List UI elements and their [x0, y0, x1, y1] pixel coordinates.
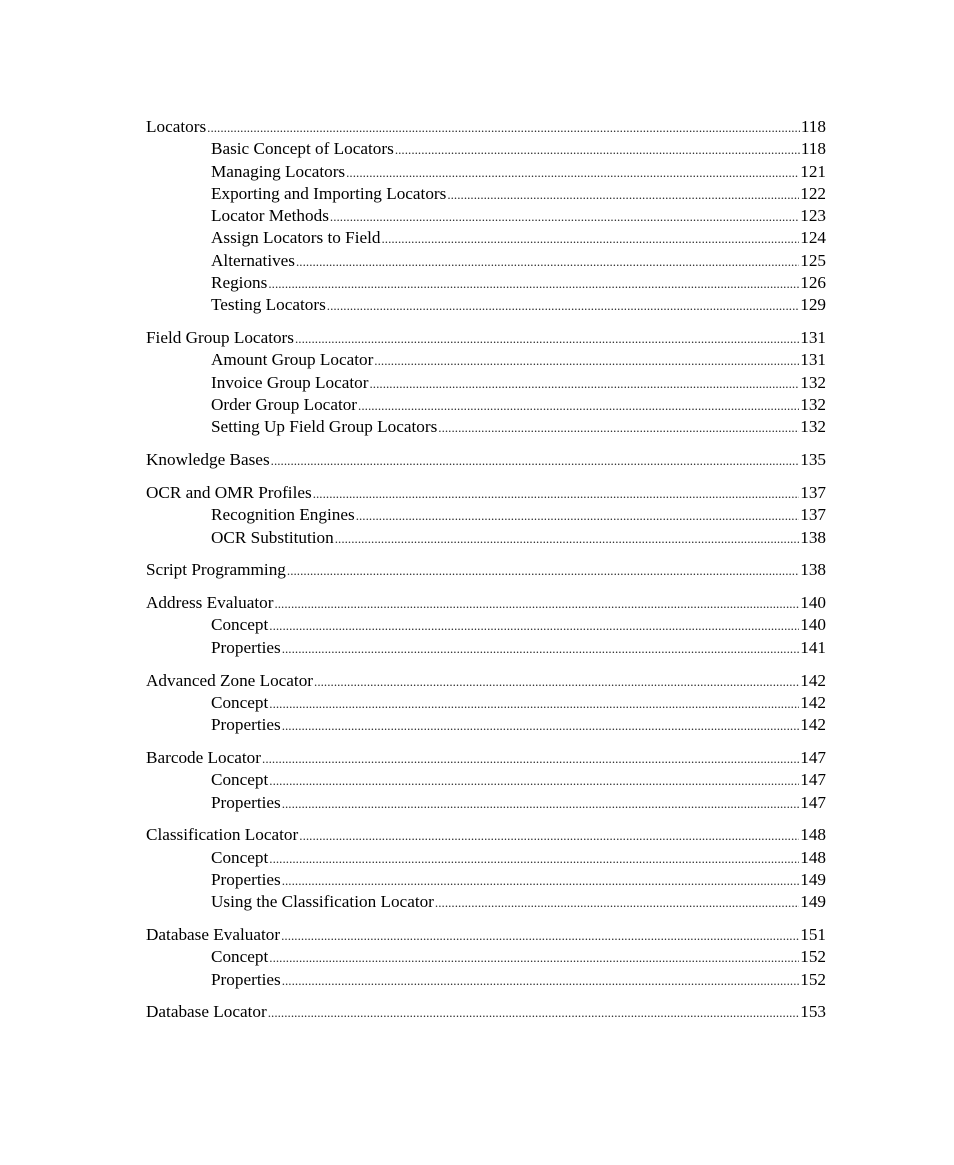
toc-subentry-concept[interactable]	[146, 692, 826, 714]
dot-leader	[281, 925, 799, 947]
toc-entry-title: Exporting and Importing Locators	[211, 183, 447, 203]
toc-entry-title: Properties	[211, 637, 281, 657]
toc-entry-ocr-and-omr-profiles[interactable]	[146, 482, 826, 504]
toc-subentry-locator-methods[interactable]	[146, 205, 826, 227]
dot-leader	[282, 870, 800, 892]
dot-leader	[330, 206, 799, 228]
toc-entry-page-number: 137	[800, 482, 826, 502]
dot-leader	[313, 483, 800, 505]
toc-entry-title: Concept	[211, 692, 269, 712]
toc-entry-title: Properties	[211, 969, 281, 989]
toc-entry-script-programming[interactable]	[146, 559, 826, 581]
toc-entry-title: Order Group Locator	[211, 395, 358, 415]
toc-subentry-setting-up-field-group-locators[interactable]	[146, 416, 826, 438]
toc-entry-classification-locator[interactable]	[146, 824, 826, 846]
toc-subentry-properties[interactable]	[146, 969, 826, 991]
toc-entry-page-number: 118	[800, 117, 826, 136]
toc-entry-database-evaluator[interactable]	[146, 924, 826, 946]
toc-entry-title: Database Locator	[146, 1002, 267, 1022]
toc-subentry-alternatives[interactable]	[146, 250, 826, 272]
toc-entry-title: Classification Locator	[146, 825, 299, 845]
toc-entry-title: Advanced Zone Locator	[146, 670, 314, 690]
dot-leader	[282, 638, 800, 660]
toc-subentry-concept[interactable]	[146, 769, 826, 791]
toc-subentry-managing-locators[interactable]	[146, 161, 826, 183]
toc-entry-page-number: 147	[800, 747, 826, 767]
toc-entry-page-number: 149	[800, 869, 826, 889]
dot-leader	[262, 748, 799, 770]
toc-entry-title: Database Evaluator	[146, 925, 281, 944]
toc-entry-page-number: 149	[800, 892, 826, 912]
toc-entry-title: Basic Concept of Locators	[211, 139, 394, 159]
toc-subentry-concept[interactable]	[146, 614, 826, 636]
toc-entry-page-number: 152	[800, 947, 826, 967]
toc-entry-locators[interactable]	[146, 116, 826, 138]
dot-leader	[268, 1002, 799, 1024]
toc-subentry-testing-locators[interactable]	[146, 294, 826, 316]
dot-leader	[381, 228, 799, 250]
toc-entry-title: OCR Substitution	[211, 527, 334, 547]
toc-entry-page-number: 153	[800, 1002, 826, 1022]
toc-entry-field-group-locators[interactable]	[146, 327, 826, 349]
toc-section	[146, 116, 826, 317]
dot-leader	[295, 328, 799, 350]
toc-subentry-assign-locators-to-field[interactable]	[146, 227, 826, 249]
dot-leader	[327, 295, 799, 317]
dot-leader	[269, 848, 799, 870]
dot-leader	[269, 615, 799, 637]
toc-entry-title: OCR and OMR Profiles	[146, 482, 312, 502]
toc-entry-title: Setting Up Field Group Locators	[211, 417, 438, 437]
toc-section	[146, 924, 826, 991]
toc-entry-page-number: 118	[800, 139, 826, 159]
toc-entry-title: Alternatives	[211, 250, 295, 270]
toc-section	[146, 327, 826, 438]
toc-entry-title: Locator Methods	[211, 206, 329, 226]
toc-entry-title: Testing Locators	[211, 295, 326, 315]
toc-entry-knowledge-bases[interactable]	[146, 449, 826, 471]
dot-leader	[269, 947, 799, 969]
toc-entry-title: Managing Locators	[211, 161, 346, 181]
toc-section	[146, 670, 826, 737]
dot-leader	[356, 505, 800, 527]
toc-subentry-basic-concept-of-locators[interactable]	[146, 138, 826, 160]
toc-entry-title: Properties	[211, 869, 281, 889]
toc-entry-page-number: 142	[800, 692, 826, 712]
dot-leader	[447, 184, 799, 206]
dot-leader	[370, 373, 800, 395]
toc-entry-title: Concept	[211, 847, 269, 867]
toc-entry-title: Concept	[211, 947, 269, 967]
toc-entry-page-number: 121	[800, 161, 826, 181]
toc-entry-title: Regions	[211, 273, 268, 293]
table-of-contents	[146, 116, 826, 1034]
toc-entry-title: Concept	[211, 615, 269, 635]
toc-entry-database-locator[interactable]	[146, 1001, 826, 1023]
toc-subentry-properties[interactable]	[146, 714, 826, 736]
toc-entry-title: Locators	[146, 117, 207, 136]
dot-leader	[335, 528, 799, 550]
toc-entry-page-number: 148	[800, 825, 826, 845]
toc-entry-page-number: 147	[800, 792, 826, 812]
toc-entry-page-number: 138	[800, 527, 826, 547]
toc-entry-title: Concept	[211, 770, 269, 790]
toc-section	[146, 559, 826, 581]
toc-entry-title: Recognition Engines	[211, 505, 355, 525]
dot-leader	[271, 450, 800, 472]
toc-subentry-properties[interactable]	[146, 792, 826, 814]
toc-entry-page-number: 135	[800, 450, 826, 470]
toc-entry-page-number: 151	[800, 925, 826, 944]
toc-entry-page-number: 148	[800, 847, 826, 867]
toc-entry-page-number: 124	[800, 228, 826, 248]
dot-leader	[268, 273, 799, 295]
toc-entry-page-number: 131	[800, 328, 826, 348]
toc-section	[146, 1001, 826, 1023]
dot-leader	[296, 251, 799, 273]
toc-subentry-ocr-substitution[interactable]	[146, 527, 826, 549]
toc-subentry-using-the-classification-locator[interactable]	[146, 891, 826, 913]
toc-subentry-order-group-locator[interactable]	[146, 394, 826, 416]
toc-entry-title: Assign Locators to Field	[211, 228, 381, 248]
toc-section	[146, 449, 826, 471]
dot-leader	[269, 693, 799, 715]
dot-leader	[287, 560, 799, 582]
toc-subentry-recognition-engines[interactable]	[146, 504, 826, 526]
dot-leader	[282, 715, 800, 737]
toc-entry-page-number: 132	[800, 372, 826, 392]
toc-entry-title: Address Evaluator	[146, 593, 274, 613]
toc-entry-page-number: 140	[800, 593, 826, 613]
toc-subentry-invoice-group-locator[interactable]	[146, 372, 826, 394]
dot-leader	[358, 395, 799, 417]
toc-subentry-regions[interactable]	[146, 272, 826, 294]
toc-entry-page-number: 138	[800, 560, 826, 580]
toc-entry-page-number: 131	[800, 350, 826, 370]
toc-entry-title: Using the Classification Locator	[211, 892, 434, 912]
dot-leader	[282, 793, 800, 815]
dot-leader	[438, 417, 799, 439]
dot-leader	[207, 117, 800, 139]
toc-entry-barcode-locator[interactable]	[146, 747, 826, 769]
toc-entry-title: Invoice Group Locator	[211, 372, 369, 392]
toc-subentry-properties[interactable]	[146, 869, 826, 891]
toc-section	[146, 747, 826, 814]
dot-leader	[274, 593, 799, 615]
toc-entry-advanced-zone-locator[interactable]	[146, 670, 826, 692]
dot-leader	[395, 139, 800, 161]
toc-entry-page-number: 129	[800, 295, 826, 315]
dot-leader	[435, 892, 799, 914]
dot-leader	[374, 350, 799, 372]
toc-section	[146, 482, 826, 549]
dot-leader	[299, 825, 799, 847]
toc-entry-page-number: 142	[800, 670, 826, 690]
toc-entry-page-number: 137	[800, 505, 826, 525]
toc-entry-page-number: 140	[800, 615, 826, 635]
toc-entry-page-number: 147	[800, 770, 826, 790]
toc-section	[146, 592, 826, 659]
toc-entry-title: Amount Group Locator	[211, 350, 374, 370]
toc-subentry-concept[interactable]	[146, 946, 826, 968]
toc-entry-page-number: 123	[800, 206, 826, 226]
toc-section	[146, 824, 826, 913]
toc-entry-title: Properties	[211, 792, 281, 812]
toc-entry-title: Knowledge Bases	[146, 450, 270, 470]
toc-subentry-amount-group-locator[interactable]	[146, 349, 826, 371]
toc-entry-title: Barcode Locator	[146, 747, 262, 767]
toc-entry-title: Field Group Locators	[146, 328, 294, 348]
toc-entry-page-number: 141	[800, 637, 826, 657]
toc-entry-page-number: 126	[800, 273, 826, 293]
dot-leader	[346, 162, 799, 184]
toc-entry-page-number: 152	[800, 969, 826, 989]
toc-entry-title: Script Programming	[146, 560, 286, 580]
dot-leader	[282, 970, 800, 992]
dot-leader	[314, 671, 799, 693]
toc-subentry-properties[interactable]	[146, 637, 826, 659]
toc-entry-page-number: 132	[800, 395, 826, 415]
toc-subentry-concept[interactable]	[146, 847, 826, 869]
toc-entry-page-number: 122	[800, 183, 826, 203]
toc-entry-page-number: 132	[800, 417, 826, 437]
toc-entry-title: Properties	[211, 715, 281, 735]
dot-leader	[269, 770, 799, 792]
toc-entry-address-evaluator[interactable]	[146, 592, 826, 614]
toc-entry-page-number: 142	[800, 715, 826, 735]
toc-subentry-exporting-and-importing-locators[interactable]	[146, 183, 826, 205]
toc-entry-page-number: 125	[800, 250, 826, 270]
